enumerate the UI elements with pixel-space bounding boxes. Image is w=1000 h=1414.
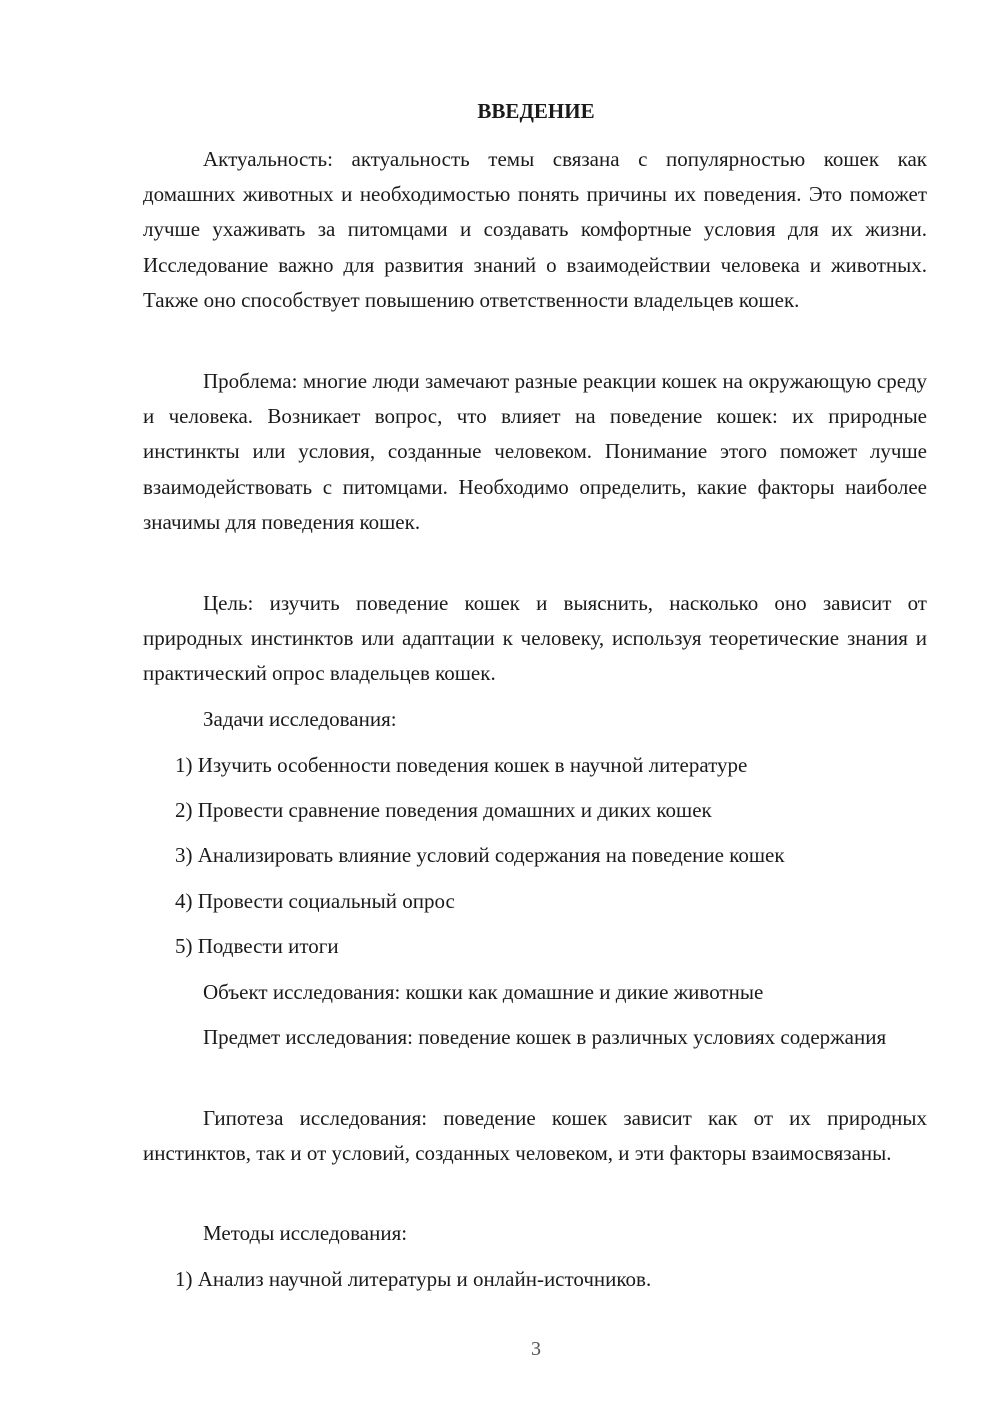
method-item: 1) Анализ научной литературы и онлайн-источников. [175, 1267, 652, 1291]
task-item: 3) Анализировать влияние условий содержания на поведение кошек [175, 843, 785, 867]
hypothesis-paragraph: Гипотеза исследования: поведение кошек зависит как от их природных инстинктов, так и от условий, созданных человеком, и эти факторы взаимосвязаны. [143, 1106, 927, 1166]
page-number: 3 [531, 1338, 541, 1360]
task-item: 2) Провести сравнение поведения домашних и диких кошек [175, 798, 712, 822]
subject-paragraph: Предмет исследования: поведение кошек в различных условиях содержания [203, 1025, 887, 1049]
task-item: 1) Изучить особенности поведения кошек в научной литературе [175, 753, 748, 777]
goal-paragraph: Цель: изучить поведение кошек и выяснить, насколько оно зависит от природных инстинктов или адаптации к человеку, используя теоретические знания и практический опрос владельцев кошек. [143, 591, 927, 686]
tasks-heading: Задачи исследования: [203, 707, 397, 731]
problem-paragraph: Проблема: многие люди замечают разные реакции кошек на окружающую среду и человека. Возникает вопрос, что влияет на поведение кошек: их природные инстинкты или условия, созданные человеком. Понимание этого поможет лучше взаимодействовать с питомцами. Необходимо определить, какие факторы наиболее значимы для поведения кошек. [143, 369, 927, 534]
task-item: 4) Провести социальный опрос [175, 889, 455, 913]
relevance-paragraph: Актуальность: актуальность темы связана с популярностью кошек как домашних животных и необходимостью понять причины их поведения. Это поможет лучше ухаживать за питомцами и создавать комфортные условия для их жизни. Исследование важно для развития знаний о взаимодействии человека и животных. Также оно способствует повышению ответственности владельцев кошек. [143, 147, 927, 312]
object-line: Объект исследования: кошки как домашние и дикие животные [203, 980, 764, 1004]
methods-heading: Методы исследования: [203, 1221, 408, 1245]
section-title: ВВЕДЕНИЕ [477, 99, 595, 123]
task-item: 5) Подвести итоги [175, 934, 339, 958]
